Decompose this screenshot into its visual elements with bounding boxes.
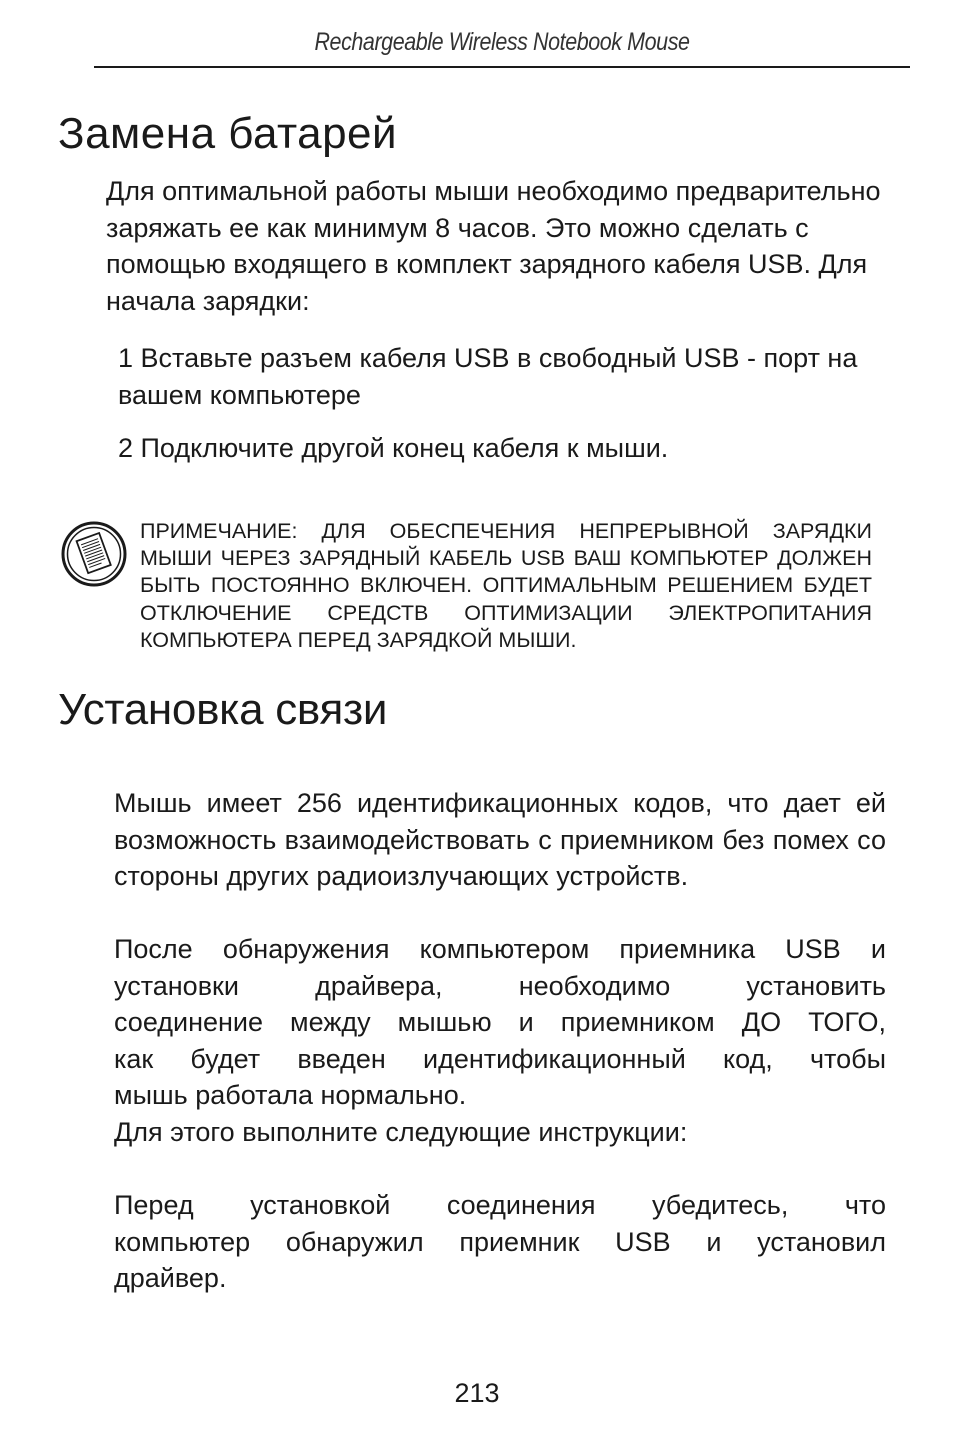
connection-paragraph-1: Мышь имеет 256 идентификационных кодов, что дает ей возможность взаимодействовать с приемником без помех со стороны других радиоизлучающих устройств. [114, 788, 886, 892]
paragraph-line: Перед установкой соединения убедитесь, что [114, 1190, 886, 1220]
battery-intro-paragraph: Для оптимальной работы мыши необходимо предварительно заряжать ее как минимум 8 часов. Это можно сделать с помощью входящего в комплект зарядного кабеля USB. Для начала зарядки: [106, 176, 881, 316]
instructions-lead-in: Для этого выполните следующие инструкции: [114, 1116, 688, 1147]
charging-step-1: 1 Вставьте разъем кабеля USB в свободный USB - порт на вашем компьютере [118, 343, 858, 410]
note-text: ПРИМЕЧАНИЕ: ДЛЯ ОБЕСПЕЧЕНИЯ НЕПРЕРЫВНОЙ ЗАРЯДКИ МЫШИ ЧЕРЕЗ ЗАРЯДНЫЙ КАБЕЛЬ USB ВАШ КОМПЬЮТЕР ДОЛЖЕН БЫТЬ ПОСТОЯННО ВКЛЮЧЕН. ОПТИМАЛЬНЫМ РЕШЕНИЕМ БУДЕТ ОТКЛЮЧЕНИЕ СРЕДСТВ ОПТИМИЗАЦИИ ЭЛЕКТРОПИТАНИЯ КОМПЬЮТЕРА ПЕРЕД ЗАРЯДКОЙ МЫШИ. [140, 519, 872, 652]
paragraph-line: соединение между мышью и приемником ДО ТОГО, [114, 1007, 886, 1038]
paragraph-line: мышь работала нормально. [114, 1080, 467, 1111]
connection-paragraph-2 [114, 931, 886, 1151]
header-rule [94, 66, 910, 68]
section-title-battery: Замена батарей [58, 109, 398, 158]
paragraph-line: драйвер. [114, 1263, 227, 1294]
charging-step-2: 2 Подключите другой конец кабеля к мыши. [118, 433, 669, 463]
section-title-connection: Установка связи [58, 685, 388, 734]
running-header: Rechargeable Wireless Notebook Mouse [314, 28, 690, 56]
paragraph-line: После обнаружения компьютером приемника USB и [114, 934, 886, 964]
paragraph-line: установки драйвера, необходимо установить [114, 970, 886, 1001]
paragraph-line: компьютер обнаружил приемник USB и установил [114, 1226, 886, 1257]
note-document-icon [60, 520, 128, 588]
page-number: 213 [454, 1378, 500, 1408]
paragraph-line: как будет введен идентификационный код, чтобы [114, 1043, 886, 1074]
connection-paragraph-3 [114, 1187, 886, 1297]
